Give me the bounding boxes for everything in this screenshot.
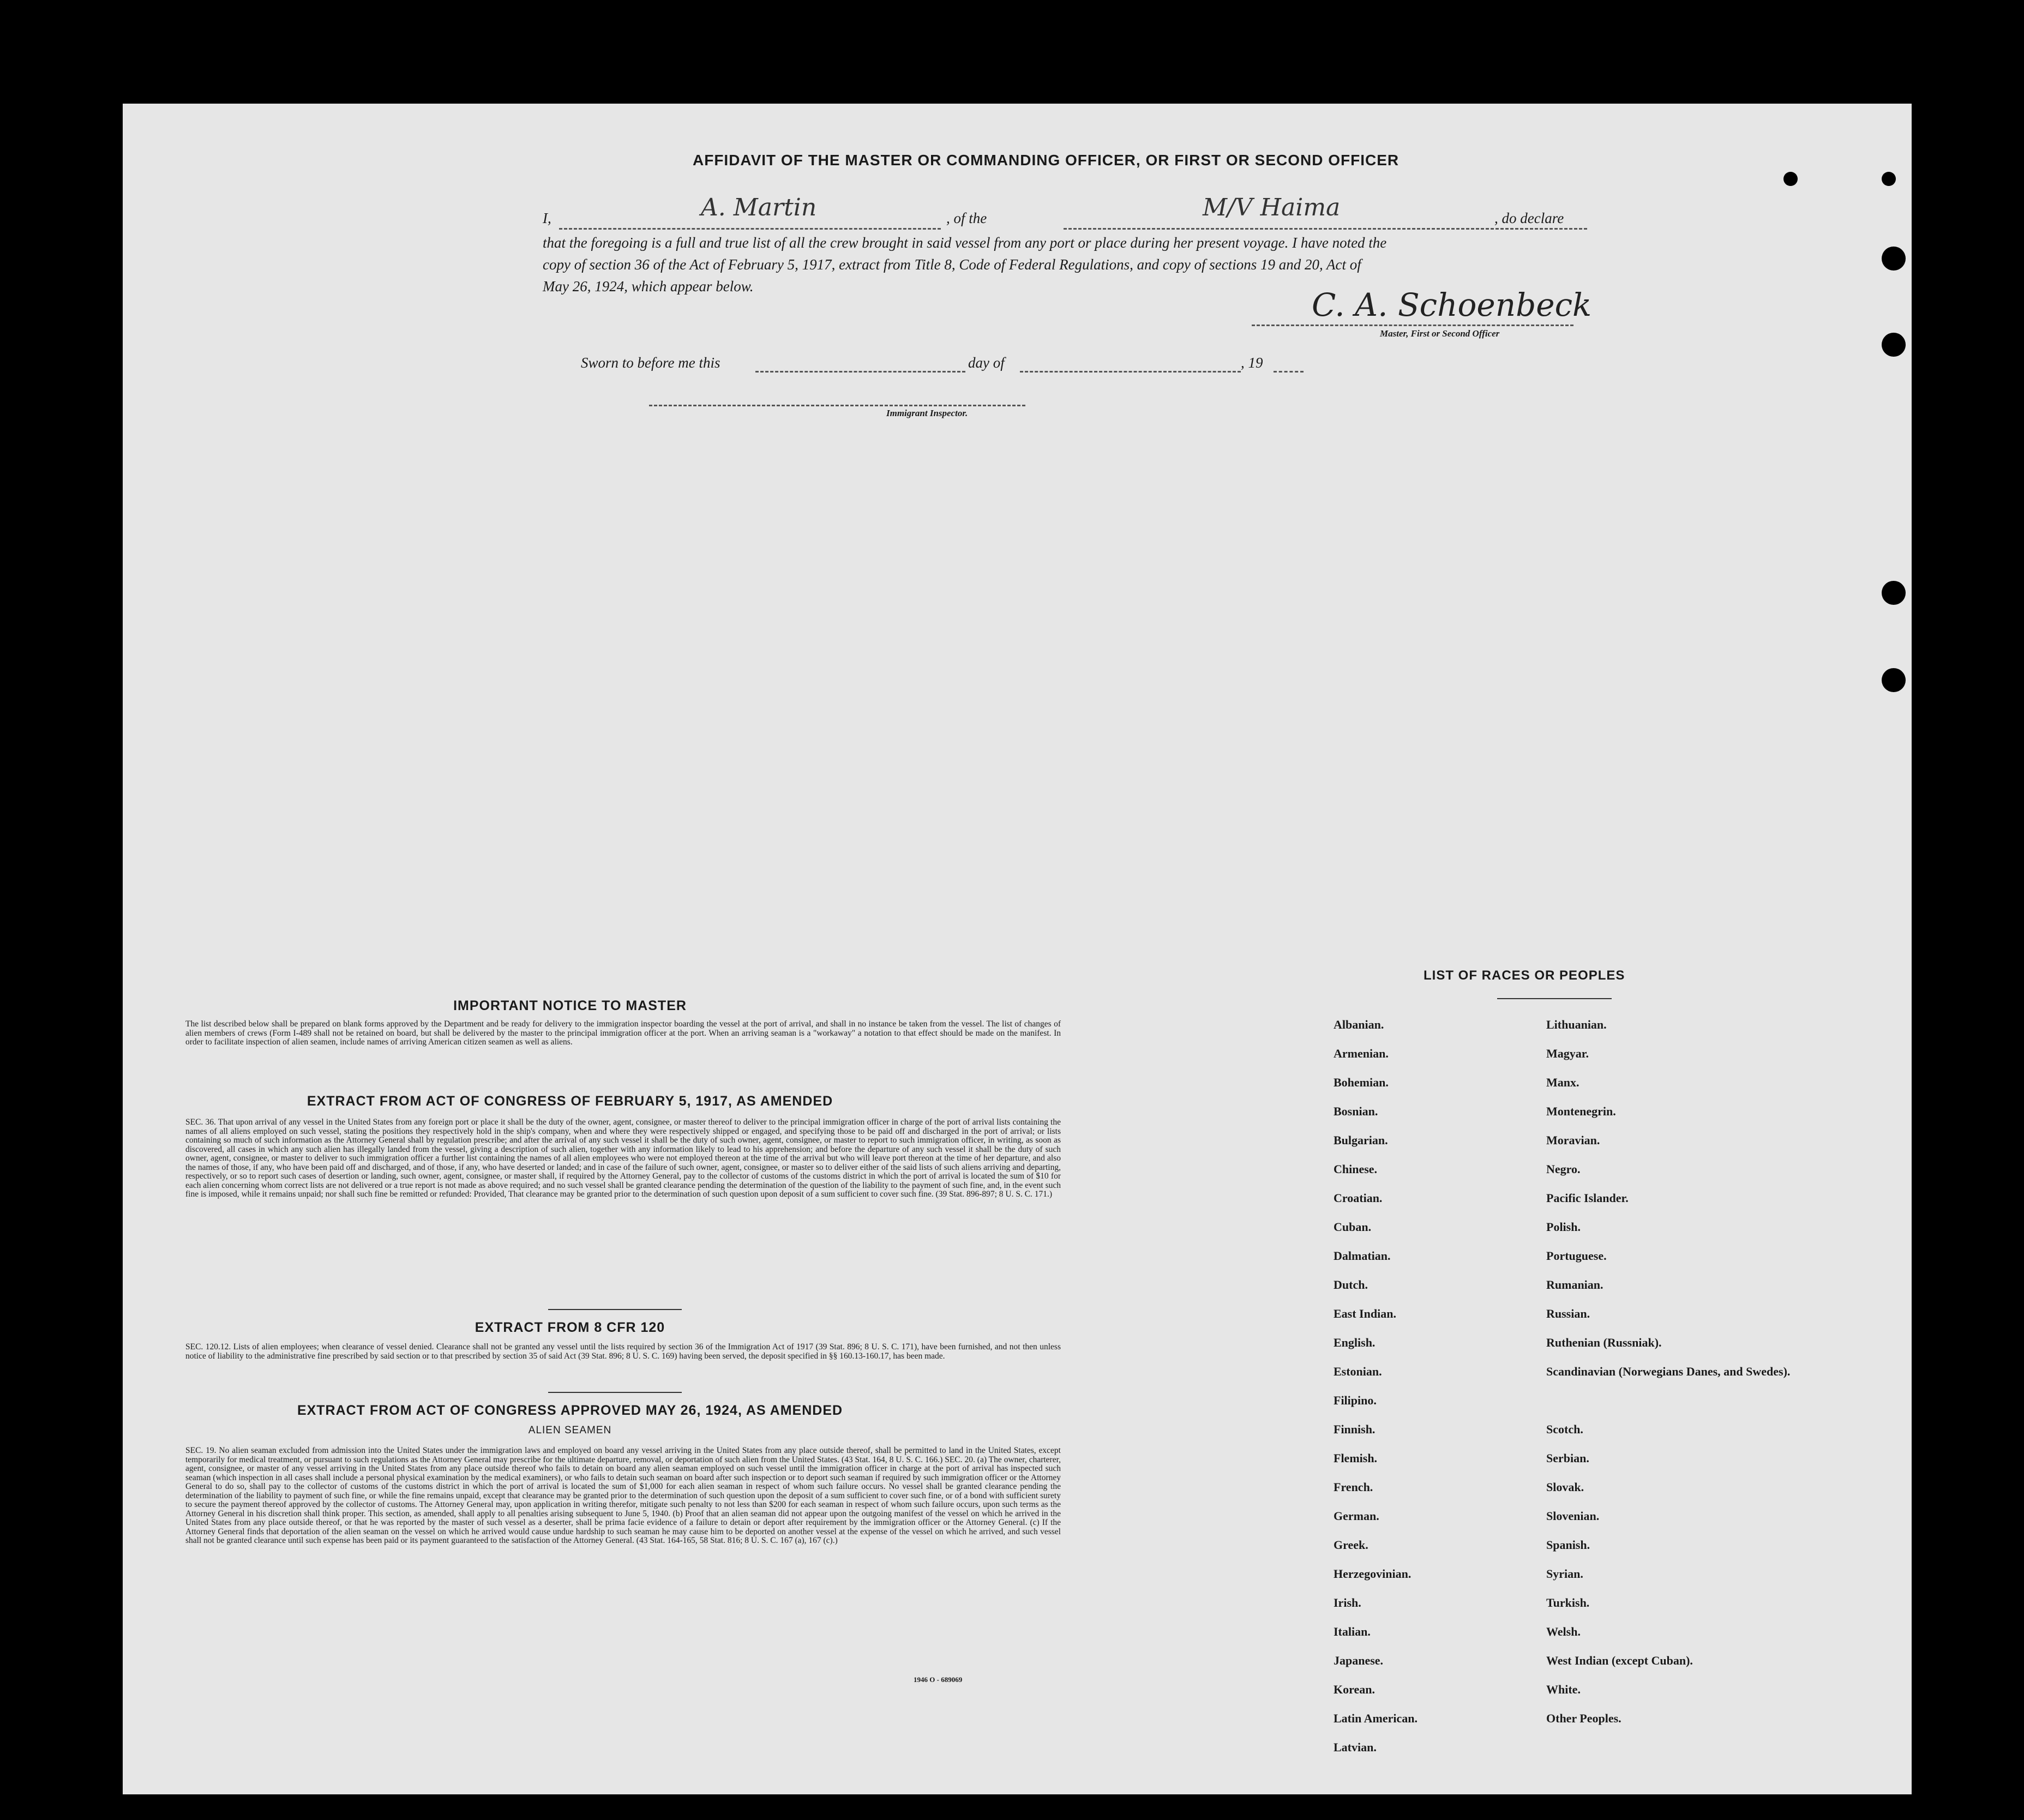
race-item: Dalmatian. bbox=[1334, 1249, 1391, 1263]
master-signature: C. A. Schoenbeck bbox=[1312, 286, 1592, 323]
race-item: Japanese. bbox=[1334, 1654, 1384, 1667]
race-item: East Indian. bbox=[1334, 1307, 1396, 1320]
extract-1924-body: SEC. 19. No alien seaman excluded from admission into the United States under the immigration laws and employed on board any vessel arriving in the United States from any place outside thereof, shall be permitted to land in the United States, except temporarily for medical treatment, or pursuant to such regulations as the Attorney General may prescribe for the ultimate departure, removal, or deportation of such alien from the United States. (43 Stat. 164, 8 U. S. C. 166.) SEC. 20. (a) The owner, charterer, agent, consignee, or master of any vessel arriving in the United States from any place outside thereof who fails to detain on board any alien seaman employed on such vessel until the immigration officer in charge at the port of arrival has inspected such seaman (which inspection in all cases shall include a personal physical examination by the medical examiners), or who fails to detain such seaman on board after such inspection or to deport such seaman if required by such immigration officer or the Attorney General to do so, shall pay to the collector of customs of the customs district in which the port of arrival is located the sum of $1,000 for each alien seaman in respect of whom such failure occurs. No vessel shall be granted clearance pending the determination of the liability to payment of such fine, or while the fine remains unpaid, except that clearance may be granted prior to the determination of such question upon the deposit of a sum sufficient to cover such fine, or of a bond with sufficient surety to secure the payment thereof approved by the collector of customs. The Attorney General may, upon application in writing therefor, mitigate such penalty to not less than $200 for each seaman in respect of whom such failure occurs, upon such terms as the Attorney General in his discretion shall think proper. This section, as amended, shall apply to all penalties arising subsequent to June 5, 1940. (b) Proof that an alien seaman did not appear upon the outgoing manifest of the vessel on which he arrived in the United States from any place outside thereof, or that he was reported by the master of such vessel as a deserter, shall be prima facie evidence of a failure to detain or deport after requirement by the immigration officer or the Attorney General. (c) If the Attorney General finds that deportation of the alien seaman on the vessel on which he arrived would cause undue hardship to such seaman he may cause him to be deported on another vessel at the expense of the vessel on which he arrived, and such vessel shall not be granted clearance until such expense has been paid or its payment guaranteed to the satisfaction of the Attorney General. (43 Stat. 164-165, 58 Stat. 816; 8 U. S. C. 167 (a), 167 (c).) bbox=[185, 1446, 1061, 1545]
race-item: Montenegrin. bbox=[1546, 1104, 1616, 1118]
race-item: Croatian. bbox=[1334, 1191, 1383, 1205]
vessel-name-handwritten: M/V Haima bbox=[1203, 194, 1341, 221]
master-name-handwritten: A. Martin bbox=[701, 194, 817, 221]
race-item: Slovak. bbox=[1546, 1480, 1584, 1494]
race-item bbox=[1546, 1741, 1790, 1770]
race-item: Manx. bbox=[1546, 1076, 1579, 1089]
race-item: Albanian. bbox=[1334, 1018, 1384, 1031]
race-item: Finnish. bbox=[1334, 1422, 1376, 1436]
race-item: Greek. bbox=[1334, 1538, 1368, 1552]
sworn-year-line bbox=[1274, 371, 1304, 373]
race-item: Welsh. bbox=[1546, 1625, 1581, 1638]
punch-hole bbox=[1882, 247, 1906, 271]
punch-hole bbox=[1882, 333, 1906, 357]
race-item: White. bbox=[1546, 1683, 1581, 1696]
race-item: Ruthenian (Russniak). bbox=[1546, 1336, 1662, 1349]
declaration-line-1 bbox=[543, 207, 1573, 229]
race-item: French. bbox=[1334, 1480, 1373, 1494]
of-the-label: , of the bbox=[946, 210, 987, 226]
signature-label: Master, First or Second Officer bbox=[1380, 328, 1500, 339]
race-item: Scandinavian (Norwegians Danes, and Swedes). bbox=[1546, 1365, 1791, 1378]
race-item: Filipino. bbox=[1334, 1393, 1377, 1407]
race-item: West Indian (except Cuban). bbox=[1546, 1654, 1693, 1667]
extract-cfr-title: EXTRACT FROM 8 CFR 120 bbox=[475, 1320, 665, 1335]
extract-cfr-body: SEC. 120.12. Lists of alien employees; when clearance of vessel denied. Clearance shall not be granted any vessel until the lists required by section 36 of the Immigration Act of 1917 (39 Stat. 896; 8 U. S. C. 171), have been furnished, and not then unless notice of liability to the administrative fine prescribed by said section or to that prescribed by section 35 of said Act (39 Stat. 896; 8 U. S. C. 169) having been served, the deposit specified in §§ 160.13-160.17, has been made. bbox=[185, 1342, 1061, 1361]
race-item: Syrian. bbox=[1546, 1567, 1583, 1581]
sworn-prefix: Sworn to before me this bbox=[581, 355, 720, 371]
race-item: Latin American. bbox=[1334, 1711, 1418, 1725]
race-item: Bulgarian. bbox=[1334, 1133, 1388, 1147]
race-item: Lithuanian. bbox=[1546, 1018, 1607, 1031]
sworn-date-line bbox=[755, 371, 965, 373]
extract-1917-body: SEC. 36. That upon arrival of any vessel in the United States from any foreign port or place it shall be the duty of the owner, agent, consignee, or master thereof to deliver to the principal immigration officer in charge of the port of arrival lists containing the names of all aliens employed on such vessel, stating the positions they respectively hold in the ship's company, when and where they were respectively shipped or engaged, and specifying those to be paid off and discharged in the port of arrival; or lists containing so much of such information as the Attorney General shall by regulation prescribe; and after the arrival of any such vessel it shall be the duty of such owner, agent, consignee, or master to report to such immigration officer, in writing, as soon as discovered, all cases in which any such alien has illegally landed from the vessel, giving a description of such alien, together with any information likely to lead to his apprehension; and before the departure of any such vessel it shall be the duty of such owner, agent, consignee, or master to deliver to such immigration officer a further list containing the names of all alien employees who were not employed thereon at the time of the arrival but who will leave port thereon at the time of her departure, and also the names of those, if any, who have been paid off and discharged, and of those, if any, who have deserted or landed; and in case of the failure of such owner, agent, consignee, or master so to deliver either of the said lists of such aliens arriving and departing, respectively, or so to report such cases of desertion or landing, such owner, agent, consignee, or master shall, if required by the Attorney General, pay to the collector of customs of the customs district in which the port of arrival is located the sum of $10 for each alien concerning whom correct lists are not delivered or a true report is not made as above required; and no such vessel shall be granted clearance pending the determination of the question of the liability to the payment of such fine, and, in the event such fine is imposed, while it remains unpaid; nor shall such fine be remitted or refunded: Provided, That clearance may be granted prior to the determination of such question upon deposit of a sum sufficient to cover such fine. (39 Stat. 896-897; 8 U. S. C. 171.) bbox=[185, 1118, 1061, 1199]
sworn-day-of: day of bbox=[968, 355, 1005, 371]
races-title-rule bbox=[1497, 998, 1612, 999]
race-item: Rumanian. bbox=[1546, 1278, 1603, 1292]
declaration-line-3: copy of section 36 of the Act of February 5, 1917, extract from Title 8, Code of Federal Regulations, and copy of sections 19 and 20, Act of bbox=[543, 256, 1361, 273]
race-item: Negro. bbox=[1546, 1162, 1581, 1176]
print-code: 1946 O - 689069 bbox=[914, 1675, 963, 1684]
race-item: Italian. bbox=[1334, 1625, 1371, 1638]
punch-hole bbox=[1931, 1227, 1955, 1251]
punch-hole bbox=[1882, 668, 1906, 692]
declaration-i: I, bbox=[543, 210, 551, 226]
punch-hole bbox=[1931, 1560, 1955, 1584]
race-item: Cuban. bbox=[1334, 1220, 1372, 1234]
races-list bbox=[1334, 1019, 1906, 1793]
race-item: Latvian. bbox=[1334, 1740, 1377, 1754]
race-item: Magyar. bbox=[1546, 1047, 1589, 1060]
extract-1924-subtitle: ALIEN SEAMEN bbox=[528, 1425, 612, 1436]
race-item: Moravian. bbox=[1546, 1133, 1600, 1147]
do-declare-label: , do declare bbox=[1494, 210, 1564, 226]
race-item: Portuguese. bbox=[1546, 1249, 1607, 1263]
notice-body: The list described below shall be prepared on blank forms approved by the Department and be ready for delivery to the immigration inspector boarding the vessel at the port of arrival, and shall in no instance be taken from the vessel. The list of changes of alien members of crews (Form I-489 shall not be retained on board, but shall be delivered by the master to the principal immigration officer at the port. When an arriving seaman is a "workaway" a notation to that effect should be made on the manifest. In order to facilitate inspection of alien seamen, include names of arriving American citizen seamen as well as aliens. bbox=[185, 1019, 1061, 1047]
inspector-label: Immigrant Inspector. bbox=[886, 408, 968, 418]
divider-2 bbox=[548, 1392, 682, 1393]
sworn-year-prefix: , 19 bbox=[1241, 355, 1263, 371]
race-item: Slovenian. bbox=[1546, 1509, 1600, 1523]
punch-hole bbox=[1882, 581, 1906, 605]
affidavit-title: AFFIDAVIT OF THE MASTER OR COMMANDING OFFICER, OR FIRST OR SECOND OFFICER bbox=[693, 152, 1400, 169]
race-item: Bohemian. bbox=[1334, 1076, 1389, 1089]
race-item: German. bbox=[1334, 1509, 1379, 1523]
races-right-column bbox=[1546, 1019, 1790, 1770]
punch-hole bbox=[1783, 172, 1798, 186]
race-item: Estonian. bbox=[1334, 1365, 1382, 1378]
inspector-line bbox=[649, 405, 1025, 406]
extract-1924-title: EXTRACT FROM ACT OF CONGRESS APPROVED MAY 26, 1924, AS AMENDED bbox=[297, 1403, 843, 1418]
race-item: Herzegovinian. bbox=[1334, 1567, 1412, 1581]
race-item: Bosnian. bbox=[1334, 1104, 1378, 1118]
race-item bbox=[1546, 1395, 1790, 1423]
document-page bbox=[123, 104, 1912, 1794]
race-item: Spanish. bbox=[1546, 1538, 1590, 1552]
master-name-line bbox=[559, 228, 941, 230]
race-item: Other Peoples. bbox=[1546, 1711, 1621, 1725]
race-item: Pacific Islander. bbox=[1546, 1191, 1629, 1205]
punch-hole bbox=[1882, 172, 1896, 186]
race-item: Irish. bbox=[1334, 1596, 1361, 1609]
race-item: English. bbox=[1334, 1336, 1376, 1349]
race-item: Korean. bbox=[1334, 1683, 1375, 1696]
sworn-month-line bbox=[1020, 371, 1241, 373]
race-item: Armenian. bbox=[1334, 1047, 1389, 1060]
divider-1 bbox=[548, 1309, 682, 1310]
extract-1917-title: EXTRACT FROM ACT OF CONGRESS OF FEBRUARY 5, 1917, AS AMENDED bbox=[307, 1094, 833, 1109]
races-left-column bbox=[1334, 1019, 1418, 1770]
race-item: Dutch. bbox=[1334, 1278, 1368, 1292]
race-item: Scotch. bbox=[1546, 1422, 1583, 1436]
punch-hole bbox=[1931, 1145, 1955, 1169]
race-item: Serbian. bbox=[1546, 1451, 1589, 1465]
race-item: Russian. bbox=[1546, 1307, 1590, 1320]
race-item: Polish. bbox=[1546, 1220, 1581, 1234]
declaration-line-4: May 26, 1924, which appear below. bbox=[543, 278, 754, 295]
race-item: Flemish. bbox=[1334, 1451, 1378, 1465]
punch-hole bbox=[1931, 1483, 1955, 1507]
notice-title: IMPORTANT NOTICE TO MASTER bbox=[453, 998, 687, 1013]
signature-line bbox=[1252, 325, 1573, 326]
declaration-line-2: that the foregoing is a full and true list of all the crew brought in said vessel from any port or place during her present voyage. I have noted the bbox=[543, 235, 1387, 251]
races-title: LIST OF RACES OR PEOPLES bbox=[1424, 968, 1625, 983]
race-item: Turkish. bbox=[1546, 1596, 1590, 1609]
race-item: Chinese. bbox=[1334, 1162, 1378, 1176]
